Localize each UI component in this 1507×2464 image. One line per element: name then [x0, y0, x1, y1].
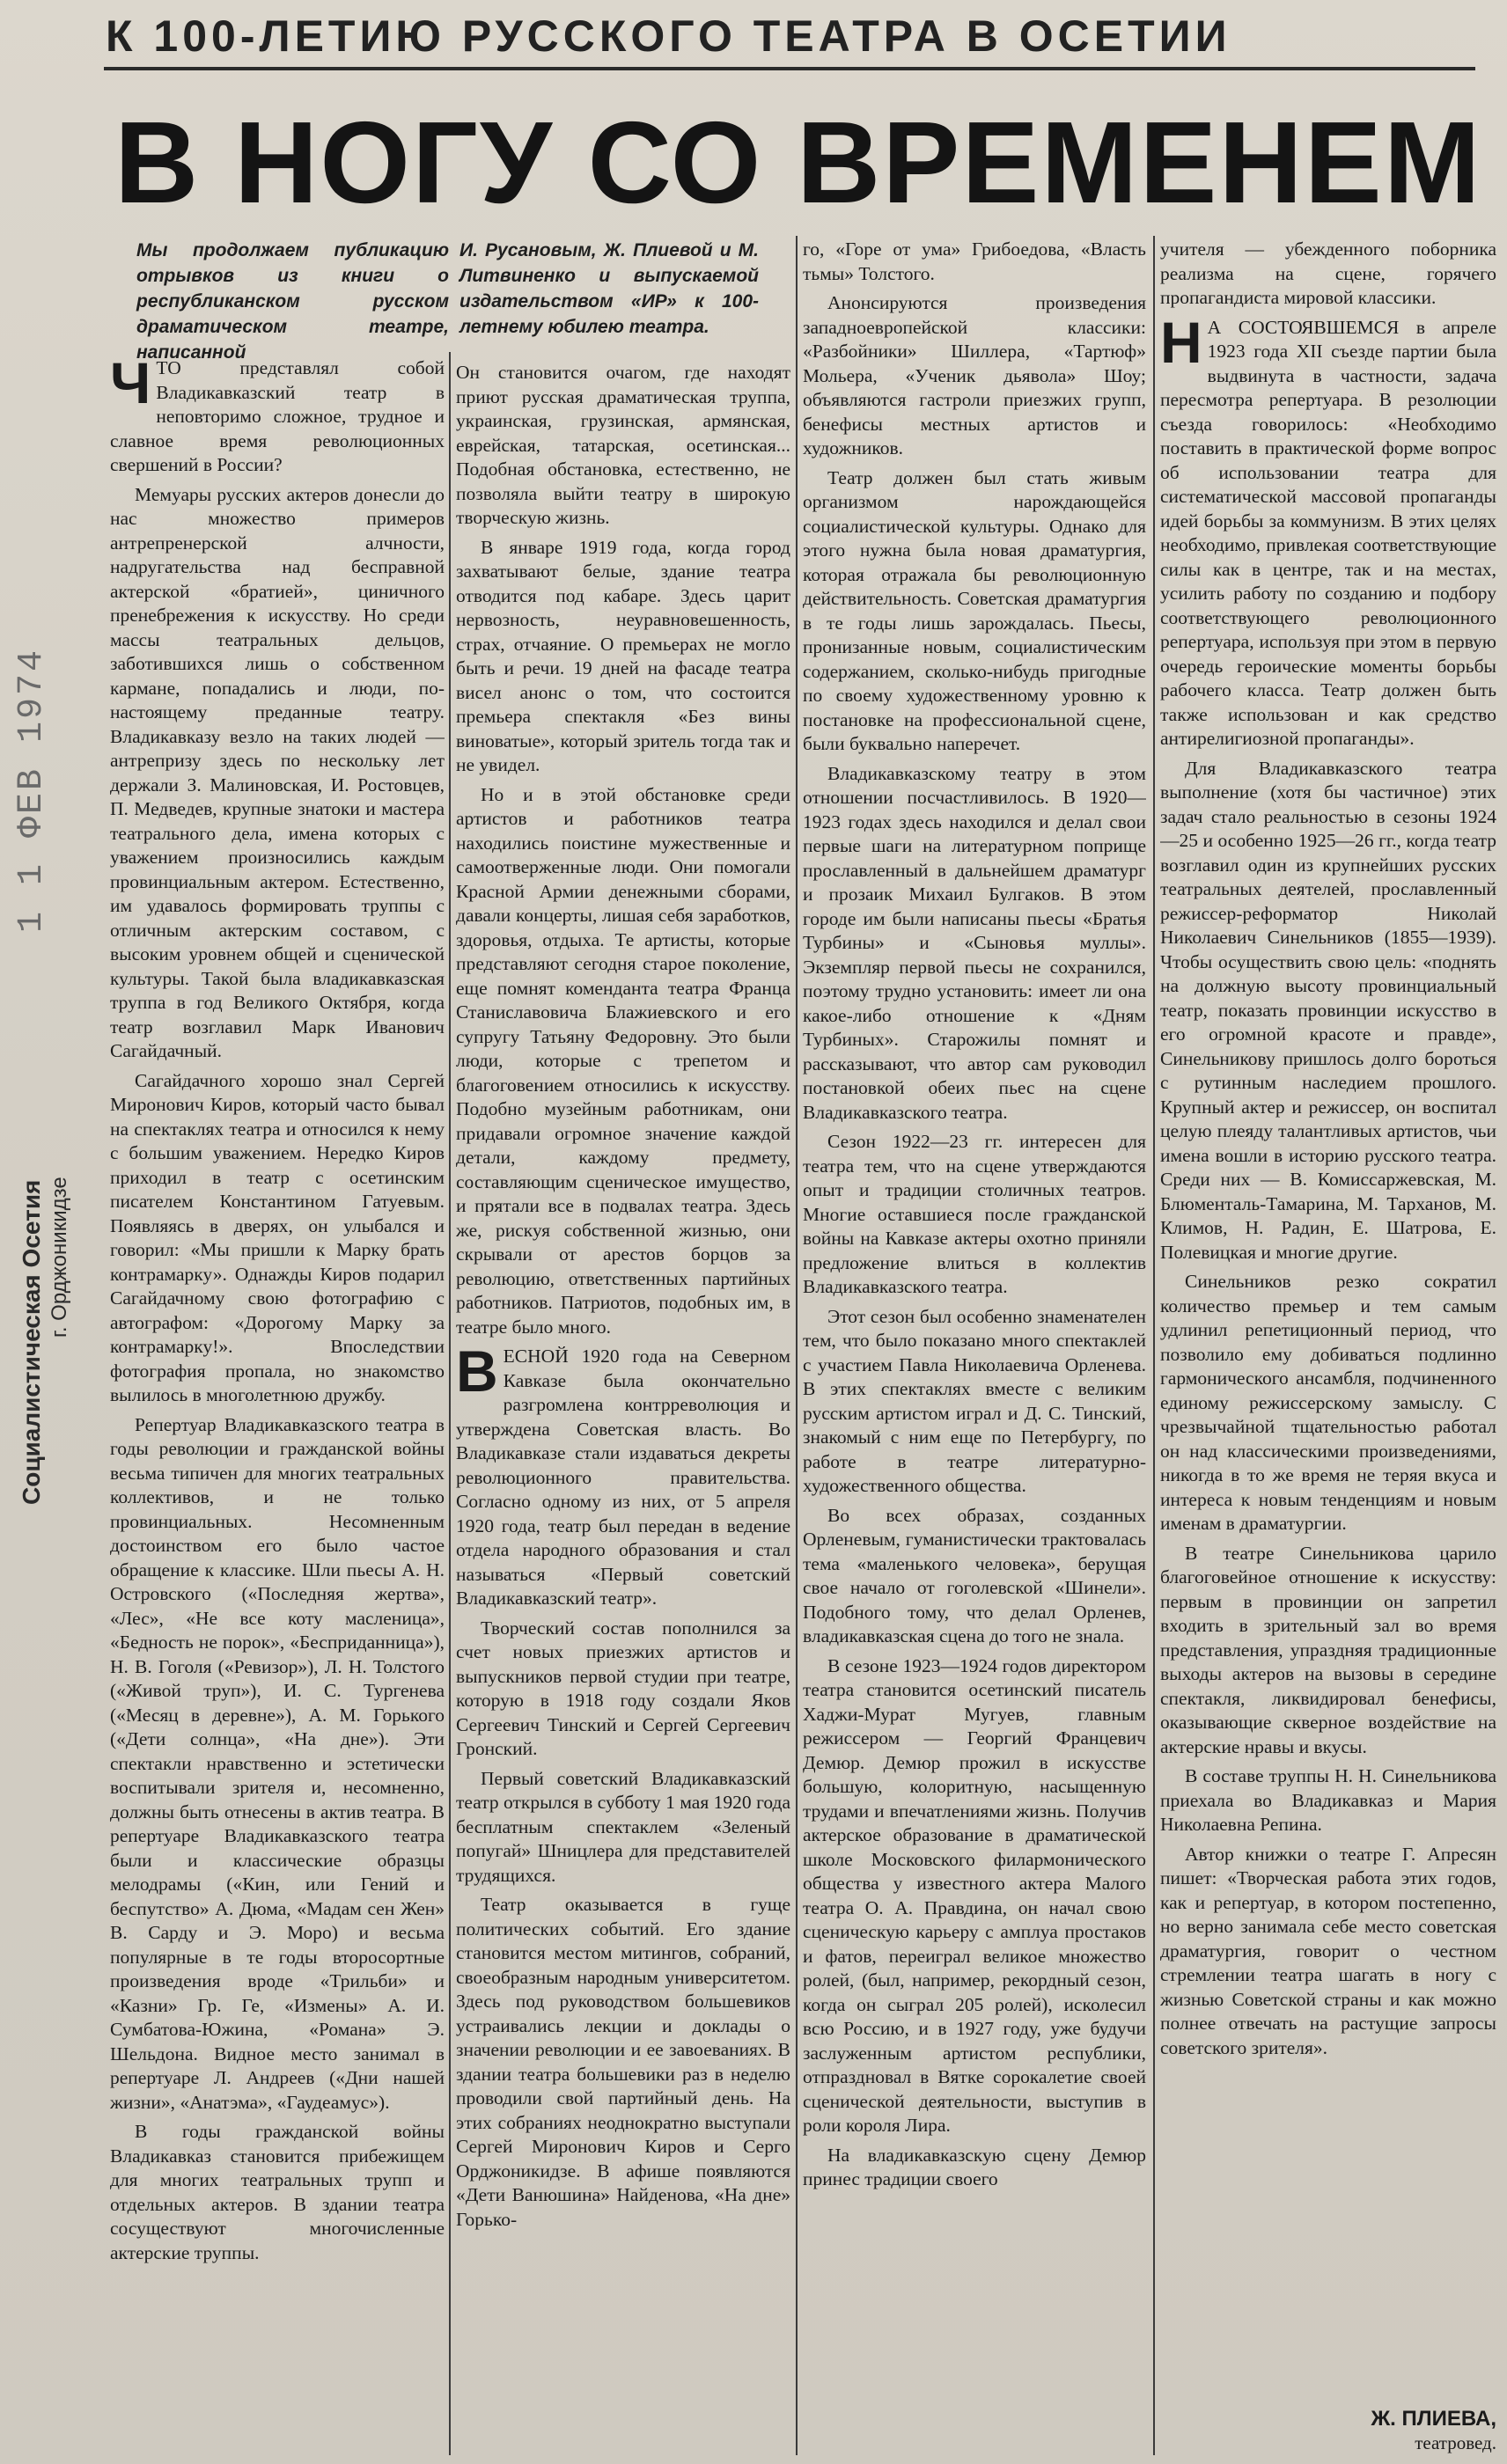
date-stamp: 1 1 ФЕВ 1974	[12, 647, 52, 933]
paragraph: Владикавказскому театру в этом отношении посчастливилось. В 1920—1923 годах здесь находился и делал свои первые шаги на литературном поприще прославленный в дальнейшем драматург и прозаик Михаил Булгаков. В этом городе им были написаны пьесы «Братья Турбины» и «Сыновья муллы». Экземпляр первой пьесы не сохранился, поэтому трудно установить: имеет ли она какое-либо отношение к «Дням Турбиных». Старожилы помнят и рассказывают, что автор сам руководил постановкой обеих пьес на сцене Владикавказского театра.	[803, 762, 1146, 1123]
dropcap: Н	[1160, 309, 1202, 375]
paragraph-text: ТО представлял собой Владикавказский театр в неповторимо сложное, трудное и славное время революционных свершений в России?	[110, 357, 445, 475]
article-column-2	[456, 361, 790, 2455]
paragraph-text: ЕСНОЙ 1920 года на Северном Кавказе была окончательно разгромлена контрреволюция и утверждена Советская власть. Во Владикавказе стали издаваться декреты революционного правительства. Согласно одному из них, от 5 апреля 1920 года, театр был передан в ведение отдела народного образования и стал называться «Первый советский Владикавказский театр».	[456, 1346, 790, 1609]
paragraph: В сезоне 1923—1924 годов директором театра становится осетинский писатель Хаджи-Мурат Мугуев, главным режиссером — Георгий Францевич Демюр. Демюр прожил в искусстве большую, колоритную, насыщенную трудами и впечатлениями жизнь. Получив актерское образование в драматической школе Московского филармонического общества у известного актера Малого театра О. А. Правдина, он начал свою сценическую карьеру с амплуа простаков и фатов, переиграл великое множество ролей, (был, например, рекордный сезон, когда он сыграл 205 ролей), исколесил всю Россию, и в 1927 году, уже будучи заслуженным артистом республики, отпраздновал в Вятке сорокалетие своей сценической деятельности, выступив в роли короля Лира.	[803, 1654, 1146, 2136]
paragraph	[110, 356, 445, 478]
paragraph: го, «Горе от ума» Грибоедова, «Власть тьмы» Толстого.	[803, 238, 1146, 284]
paragraph: Мемуары русских актеров донесли до нас множество примеров антрепренерской алчности, надругательства над бесправной актерской «братией», циничного пренебрежения к искусству. Но среди массы театральных дельцов, заботившихся лишь о собственном кармане, попадались и люди, по-настоящему преданные театру. Владикавказу везло на таких людей — антрепризу здесь по нескольку лет держали З. Малиновская, И. Ростовцев, П. Медведев, крупные знатоки и мастера театрального дела, имена которых с уважением произносились каждым провинциальным актером. Естественно, им удавалось формировать труппы с отличным актерским составом, с высоким уровнем общей и сценической культуры. Такой была владикавказская труппа в год Великого Октября, когда театр возглавил Марк Иванович Сагайдачный.	[110, 483, 445, 1061]
header-rule	[104, 67, 1475, 70]
paragraph: В январе 1919 года, когда город захватывают белые, здание театра отводится под кабаре. Здесь царит нервозность, неуравновешенность, страх, отчаяние. О премьерах не могло быть и речи. 19 дней на фасаде театра висел анонс о том, что состоится премьера спектакля «Без вины виноватые», который зритель тогда так и не увидел.	[456, 536, 790, 775]
newspaper-name: Социалистическая Осетия	[18, 1179, 45, 1505]
article-column-3	[803, 238, 1146, 2455]
author-role: театровед.	[1415, 2432, 1496, 2453]
author-signature: Ж. ПЛИЕВА,	[1371, 2407, 1496, 2431]
paragraph: Репертуар Владикавказского театра в годы революции и гражданской войны весьма типичен для многих театральных коллективов, и не только провинциальных. Несомненным достоинством его было частое обращение к классике. Шли пьесы А. Н. Островского («Последняя жертва», «Лес», «Не все коту масленица», «Бедность не порок», «Бесприданница»), Н. В. Гоголя («Ревизор»), Л. Н. Толстого («Живой труп»), И. С. Тургенева («Месяц в деревне»), А. М. Горького («Дети солнца», «На дне»). Эти спектакли нравственно и эстетически воспитывали зрителя и, несомненно, должны быть отнесены в актив театра. В репертуаре Владикавказского театра были и классические образцы мелодрамы («Кин, или Гений и беспутство» А. Дюма, «Мадам сен Жен» В. Сарду и Э. Моро) и весьма популярные в те годы второсортные произведения вроде «Трильби» и «Казни» Гр. Ге, «Измены» А. И. Сумбатова-Южина, «Романа» Э. Шельдона. Видное место занимал в репертуаре Л. Андреев («Дни нашей жизни», «Анатэма», «Гаудеамус»).	[110, 1413, 445, 2113]
paragraph-text: А СОСТОЯВШЕМСЯ в апреле 1923 года XII съезде партии была выдвинута в частности, задача пересмотра репертуара. В резолюции съезда говорилось: «Необходимо поставить в практической форме вопрос об использовании театра для систематической массовой пропаганды идей борьбы за коммунизм. В этих целях необходимо, привлекая соответствующие силы как в центре, так и на местах, усилить работу по созданию и подбору соответствующего революционного репертуара, используя при этом в первую очередь героические моменты борьбы рабочего класса. Театр должен быть также использован и как средство антирелигиозной пропаганды».	[1160, 316, 1496, 749]
paragraph	[456, 1338, 790, 1611]
article-column-4	[1160, 238, 1496, 2455]
paragraph: Синельников резко сократил количество премьер и тем самым удлинил репетиционный период, что позволило ему добиваться подлинно гармонического ансамбля, подчиненного единому режиссерскому замыслу. С чрезвычайной тщательностью работал он над классическими произведениями, никогда в то же время не теряя вкуса и интереса к новым тенденциям и новым именам в драматургии.	[1160, 1271, 1496, 1534]
paragraph: Театр оказывается в гуще политических событий. Его здание становится местом митингов, собраний, своеобразным народным университетом. Здесь под руководством большевиков устраивались лекции и доклады о значении революции и ее завоеваниях. В здании театра большевики раз в неделю проводили свой партийный день. На этих собраниях неоднократно выступали Сергей Миронович Киров и Серго Орджоникидзе. В афише появляются «Дети Ванюшина» Найденова, «На дне» Горько-	[456, 1894, 790, 2230]
headline: В НОГУ СО ВРЕМЕНЕМ	[114, 98, 1482, 227]
paragraph: Для Владикавказского театра выполнение (хотя бы частичное) этих задач стало реальностью в сезоны 1924—25 и особенно 1925—26 гг., когда театр возглавил один из крупнейших русских театральных деятелей, прославленный режиссер-реформатор Николай Николаевич Синельников (1855—1939). Чтобы осуществить свою цель: «поднять на должную высоту провинциальный театр, показать провинции искусство в его огромной красоте и правде», Синельникову пришлось долго бороться с рутинным наследием прошлого. Крупный актер и режиссер, он воспитал целую плеяду талантливых артистов, чьи имена вошли в историю русского театра. Среди них — В. Комиссаржевская, М. Блюменталь-Тамарина, М. Тарханов, М. Климов, Н. Радин, Е. Шатрова, Е. Полевицкая и многие другие.	[1160, 757, 1496, 1263]
column-rule	[1153, 236, 1155, 2455]
rubric: К 100-ЛЕТИЮ РУССКОГО ТЕАТРА В ОСЕТИИ	[106, 11, 1231, 61]
lead-part-1: Мы продолжаем публикацию отрывков из книги о республиканском русском драматическом театре, написанной	[136, 240, 449, 363]
paragraph: Сагайдачного хорошо знал Сергей Миронович Киров, который часто бывал на спектаклях театра и относился к нему с большим уважением. Нередко Киров приходил в театр с осетинским писателем Константином Гатуевым. Появляясь в дверях, он улыбался и говорил: «Мы пришли к Марку брать контрамарку». Однажды Киров подарил Сагайдачному свою фотографию с автографом: «Дорогому Марку за контрамарку!». Впоследствии фотография пропала, но знакомство вылилось в многолетнюю дружбу.	[110, 1069, 445, 1405]
paragraph: Творческий состав пополнился за счет новых приезжих артистов и выпускников первой студии при театре, которую в 1918 году создали Яков Сергеевич Тинский и Сергей Сергеевич Гронский.	[456, 1617, 790, 1759]
paragraph	[1160, 309, 1496, 752]
paragraph: Анонсируются произведения западноевропейской классики: «Разбойники» Шиллера, «Тартюф» Мольера, «Ученик дьявола» Шоу; объявляются гастроли приезжих групп, бенефисы местных артистов и художников.	[803, 292, 1146, 458]
lead-part-2: И. Русановым, Ж. Плиевой и М. Литвиненко и выпускаемой издательством «ИР» к 100-летнему юбилею театра.	[459, 240, 759, 337]
paragraph: В театре Синельникова царило благоговейное отношение к искусству: первым в провинции он запретил входить в зрительный зал во время представления, упраздняя традиционные выходы актеров на вызовы в середине спектакля, ликвидировал бенефисы, оказывающие скверное воздействие на актерские нравы и вкусы.	[1160, 1542, 1496, 1757]
paragraph: Первый советский Владикавказский театр открылся в субботу 1 мая 1920 года бесплатным спектаклем «Зеленый попугай» Шницлера для представителей трудящихся.	[456, 1767, 790, 1886]
paragraph: Во всех образах, созданных Орленевым, гуманистически трактовалась тема «маленького человека», берущая свое начало от гоголевской «Шинели». Подобного тому, что делал Орленев, владикавказская сцена до того не знала.	[803, 1504, 1146, 1646]
paragraph: Этот сезон был особенно знаменателен тем, что было показано много спектаклей с участием Павла Николаевича Орленева. В этих спектаклях вместе с великим русским артистом играл и Д. С. Тинский, знакомый с ним еще по Петербургу, по работе в театре литературно-художественного общества.	[803, 1305, 1146, 1496]
article-column-1	[110, 356, 445, 2455]
paragraph: В годы гражданской войны Владикавказ становится прибежищем для многих театральных трупп и отдельных актеров. В здании театра сосуществуют многочисленные актерские труппы.	[110, 2121, 445, 2263]
paragraph: учителя — убежденного поборника реализма на сцене, горячего пропагандиста мировой классики.	[1160, 238, 1496, 308]
column-rule	[449, 352, 451, 2455]
column-rule	[796, 236, 798, 2455]
paragraph: В составе труппы Н. Н. Синельникова приехала во Владикавказ и Мария Николаевна Репина.	[1160, 1765, 1496, 1835]
dropcap: Ч	[110, 356, 151, 415]
paragraph: Сезон 1922—23 гг. интересен для театра тем, что на сцене утверждаются опыт и традиции столичных театров. Многие оставшиеся после гражданской войны на Кавказе актеры охотно приняли предложение влиться в коллектив Владикавказского театра.	[803, 1131, 1146, 1297]
paragraph: Он становится очагом, где находят приют русская драматическая труппа, украинская, грузинская, армянская, еврейская, татарская, осетинская... Подобная обстановка, естественно, не позволяла выйти театру в широкую творческую жизнь.	[456, 362, 790, 528]
dropcap: В	[456, 1338, 498, 1404]
paragraph: Но и в этой обстановке среди артистов и работников театра находились поистине мужественные и самоотверженные люди. Они помогали Красной Армии денежными сборами, давали концерты, лишая себя заработков, здоровья, отдыха. Те артисты, которые представляют сегодня старое поколение, еще помнят коменданта театра Франца Станиславовича Блажиевского и его супругу Татьяну Федоровну. Это были люди, которые с трепетом и благоговением относились к искусству. Подобно музейным работникам, они придавали огромное значение каждой детали, каждому предмету, составляющим сценическое имущество, и прятали все в подвалах театра. Здесь же, рискуя собственной жизнью, они скрывали от арестов борцов за революцию, ответственных партийных работников. Патриотов, подобных им, в театре было много.	[456, 783, 790, 1338]
newspaper-city: г. Орджоникидзе	[48, 1177, 71, 1338]
paragraph: Автор книжки о театре Г. Апресян пишет: «Творческая работа этих годов, как и репертуар, в котором постепенно, но верно занимала себе место советская драматургия, говорит о честном стремлении театра шагать в ногу с жизнью Советской страны и как можно полнее отвечать на растущие запросы советского зрителя».	[1160, 1843, 1496, 2058]
paragraph: На владикавказскую сцену Демюр принес традиции своего	[803, 2144, 1146, 2189]
paragraph: Театр должен был стать живым организмом нарождающейся социалистической культуры. Однако для этого нужна была новая драматургия, которая отражала бы революционную действительность. Советская драматургия в те годы лишь зарождалась. Пьесы, пронизанные новым, социалистическим содержанием, сколько-нибудь пригодные по своему художественному уровню к постановке на профессиональной сцене, были буквально наперечет.	[803, 466, 1146, 754]
